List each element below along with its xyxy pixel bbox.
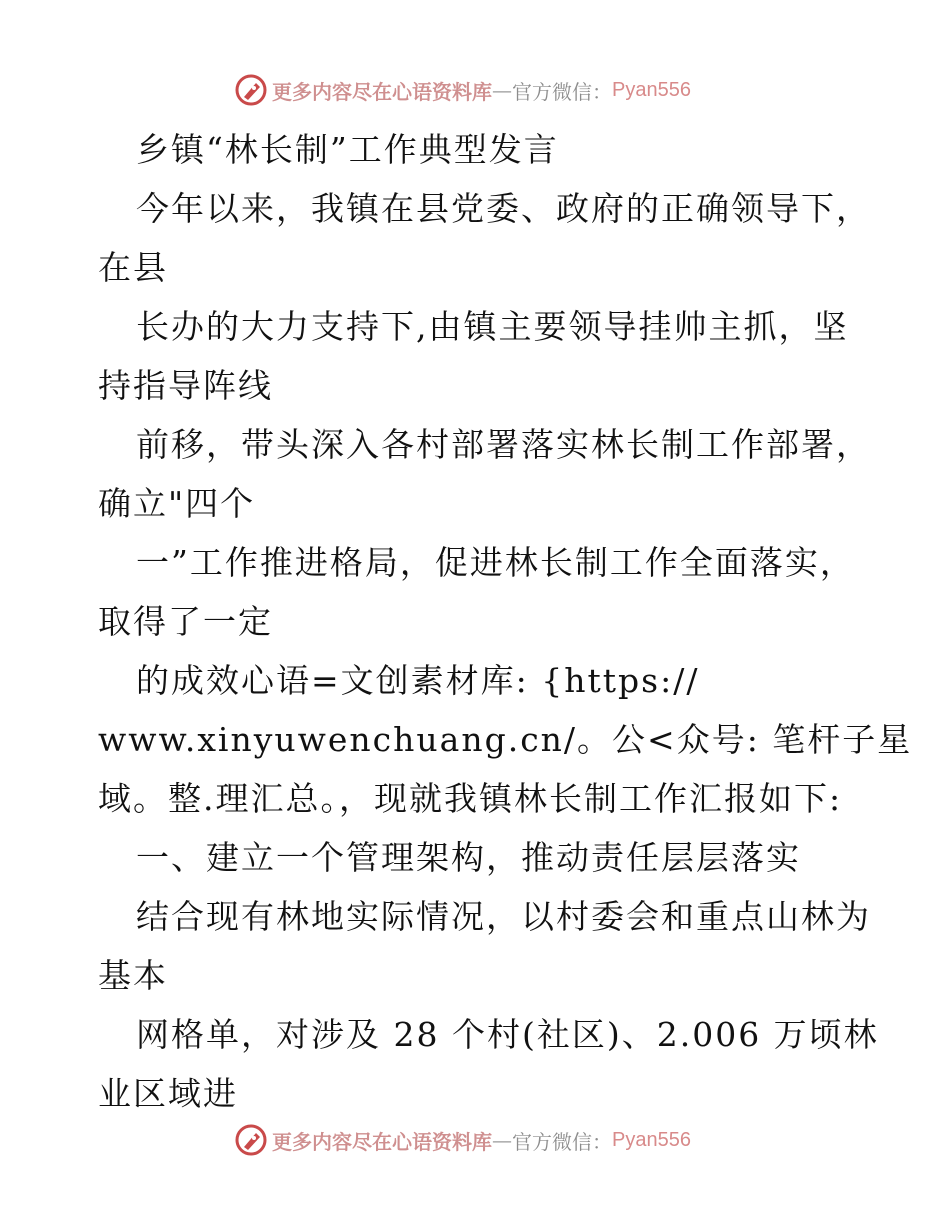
watermark-side-text: 官方微信：: [512, 1129, 612, 1154]
watermark-main-text: 更多内容尽在心语资料库: [272, 79, 492, 104]
text-line: 在县: [98, 248, 168, 287]
text-line: www.xinyuwenchuang.cn/。公<众号: 笔杆子星: [98, 720, 913, 759]
watermark-side-text: 官方微信：: [512, 79, 612, 104]
text-line: 基本: [98, 956, 168, 995]
text-line: 域。整.理汇总。，现就我镇林长制工作汇报如下:: [98, 779, 843, 818]
watermark-separator: —: [492, 1128, 512, 1152]
watermark-id-text: Pyan556: [612, 78, 691, 101]
text-line: 前移，带头深入各村部署落实林长制工作部署，: [136, 425, 871, 464]
text-line: 今年以来，我镇在县党委、政府的正确领导下，: [136, 189, 871, 228]
document-body: [98, 120, 913, 1123]
document-title: 乡镇“林长制”工作典型发言: [136, 130, 559, 169]
text-line: 结合现有林地实际情况，以村委会和重点山林为: [136, 897, 871, 936]
watermark-separator: —: [492, 78, 512, 102]
text-line: 持指导阵线: [98, 366, 273, 405]
text-line: 取得了一定: [98, 602, 273, 641]
text-line: 网格单，对涉及 28 个村(社区)、2.006 万顷林: [136, 1015, 879, 1054]
watermark-banner-bottom: [234, 1121, 734, 1159]
text-line: 一”工作推进格局，促进林长制工作全面落实，: [136, 543, 855, 582]
section-heading: 一、建立一个管理架构，推动责任层层落实: [136, 838, 801, 877]
pen-nib-logo-icon: [234, 1123, 268, 1157]
watermark-banner-top: [234, 71, 734, 109]
watermark-id-text: Pyan556: [612, 1128, 691, 1151]
text-line: 长办的大力支持下,由镇主要领导挂帅主抓，坚: [136, 307, 849, 346]
text-line: 业区域进: [98, 1074, 238, 1113]
text-line: 确立"四个: [98, 484, 256, 523]
watermark-main-text: 更多内容尽在心语资料库: [272, 1129, 492, 1154]
pen-nib-logo-icon: [234, 73, 268, 107]
text-line: 的成效心语=文创素材库: {https://: [136, 661, 700, 700]
